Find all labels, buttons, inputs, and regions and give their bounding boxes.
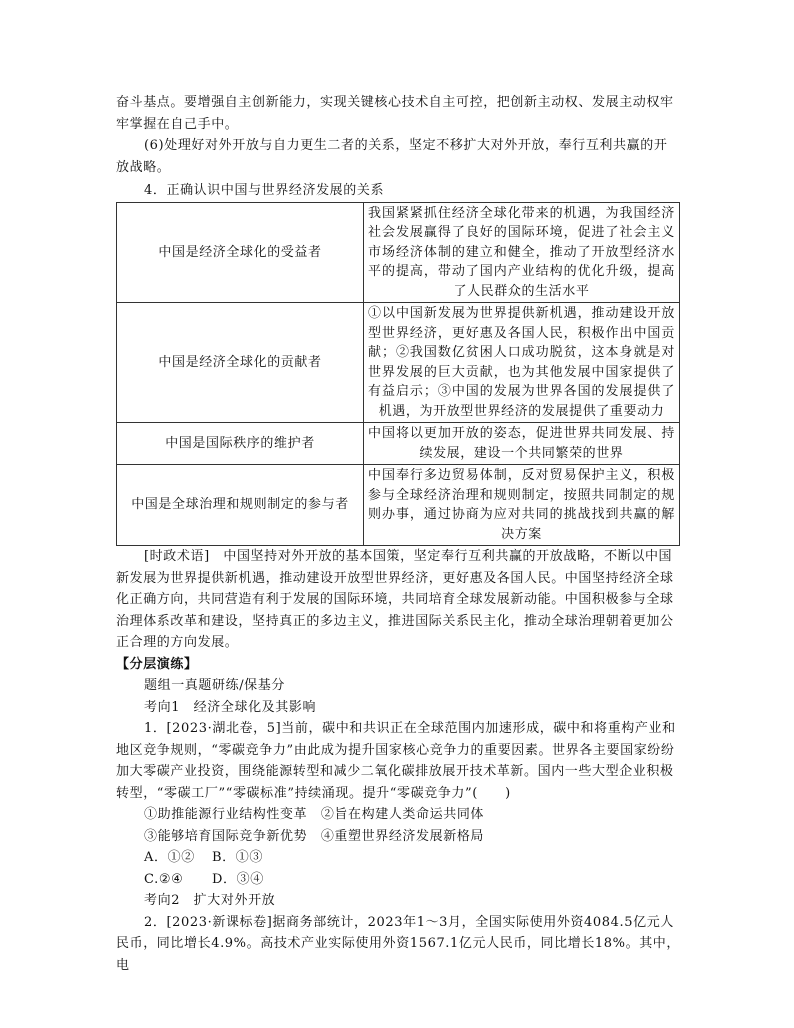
table-cell-role: 中国是全球治理和规则制定的参与者 [117, 465, 364, 546]
question-2-stem: 2．[2023·新课标卷]据商务部统计，2023年1～3月，全国实际使用外资4084.5亿元人民币，同比增长4.9%。高技术产业实际使用外资1567.1亿元人民币，同比增长18%。其中，电 [116, 914, 681, 973]
topic-1-heading: 考向1 经济全球化及其影响 [144, 699, 317, 715]
question-1-item: ②旨在构建人类命运共同体 [320, 807, 485, 822]
question-1-options-row-2 [116, 869, 680, 891]
table-cell-desc: ①以中国新发展为世界提供新机遇，推动建设开放型世界经济，更好惠及各国人民，积极作出中国贡献；②我国数亿贫困人口成功脱贫，这本身就是对世界发展的巨大贡献，也为其他发展中国家提供了有益启示；③中国的发展为世界各国的发展提供了机遇，为开放型世界经济的发展提供了重要动力 [364, 303, 680, 423]
intro-paragraph-2: (6)处理好对外开放与自力更生二者的关系，坚定不移扩大对外开放，奉行互利共赢的开放战略。 [116, 138, 668, 175]
table-cell-desc: 中国奉行多边贸易体制，反对贸易保护主义，积极参与全球经济治理和规则制定，按照共同制定的规则办事，通过协商为应对共同的挑战找到共赢的解决方案 [364, 465, 680, 546]
table-cell-role: 中国是国际秩序的维护者 [117, 423, 364, 465]
question-1-option: C.②④ [144, 871, 184, 887]
table-row [117, 423, 680, 465]
question-1-items-row-2 [116, 826, 680, 848]
table-cell-role: 中国是经济全球化的贡献者 [117, 303, 364, 423]
topic-2-heading: 考向2 扩大对外开放 [144, 893, 276, 908]
table-cell-role: 中国是经济全球化的受益者 [117, 202, 364, 303]
practice-section-title: 【分层演练】 [116, 656, 198, 672]
document-page [116, 92, 680, 976]
table-row [117, 465, 680, 546]
question-1-option: D．③④ [212, 871, 264, 887]
section-heading-4: 4．正确认识中国与世界经济发展的关系 [144, 183, 385, 198]
practice-group-title: 题组一真题研练/保基分 [144, 678, 285, 693]
question-1-option: B．①③ [212, 850, 263, 865]
china-world-economy-table [116, 202, 680, 547]
question-1-option: A．①② [144, 850, 195, 865]
question-1-stem: 1．[2023·湖北卷，5]当前，碳中和共识正在全球范围内加速形成，碳中和将重构产业和地区竞争规则，“零碳竞争力”由此成为提升国家核心竞争力的重要因素。世界各主要国家纷纷加大零碳产业投资，围绕能源转型和减少二氧化碳排放展开技术革新。国内一些大型企业积极转型，“零碳工厂”“零碳标准”持续涌现。提升“零碳竞争力”( ) [116, 721, 676, 801]
table-row [117, 202, 680, 303]
table-cell-desc: 我国紧紧抓住经济全球化带来的机遇，为我国经济社会发展赢得了良好的国际环境，促进了社会主义市场经济体制的建立和健全，推动了开放型经济水平的提高，带动了国内产业结构的优化升级，提高了人民群众的生活水平 [364, 202, 680, 303]
intro-paragraph-1: 奋斗基点。要增强自主创新能力，实现关键核心技术自主可控，把创新主动权、发展主动权牢牢掌握在自己手中。 [116, 95, 674, 132]
table-cell-desc: 中国将以更加开放的姿态，促进世界共同发展、持续发展，建设一个共同繁荣的世界 [364, 423, 680, 465]
question-1-item: ④重塑世界经济发展新格局 [320, 828, 485, 844]
question-1-item: ①助推能源行业结构性变革 [144, 807, 308, 822]
question-1-item: ③能够培育国际竞争新优势 [144, 828, 308, 844]
politics-term-paragraph: [时政术语] 中国坚持对外开放的基本国策，坚定奉行互利共赢的开放战略，不断以中国新发展为世界提供新机遇，推动建设开放型世界经济，更好惠及各国人民。中国坚持经济全球化正确方向，共同营造有利于发展的国际环境，共同培育全球发展新动能。中国积极参与全球治理体系改革和建设，坚持真正的多边主义，推进国际关系民主化，推动全球治理朝着更加公正合理的方向发展。 [116, 549, 674, 650]
question-1-options-row-1 [116, 847, 680, 869]
table-row [117, 303, 680, 423]
question-1-items-row-1 [116, 804, 680, 826]
